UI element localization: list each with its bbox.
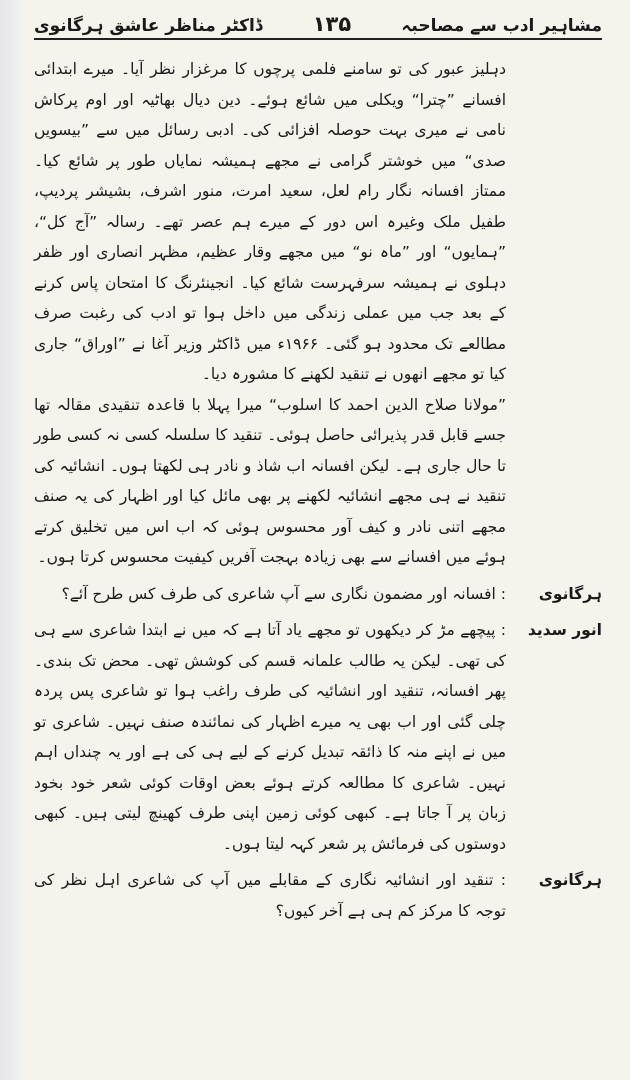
header-left-title: ڈاکٹر مناظر عاشق ہرگانوی (34, 16, 263, 36)
page-number: ۱۳۵ (312, 12, 352, 36)
paragraph-2: ”مولانا صلاح الدین احمد کا اسلوب“ میرا پہلا با قاعدہ تنقیدی مقالہ تھا جسے قابل قدر پذیرائی حاصل ہوئی۔ تنقید کا سلسلہ کسی نہ کسی طور تا حال جاری ہے۔ لیکن افسانہ اب شاذ و نادر ہی لکھتا ہوں۔ انشائیہ کی تنقید نے ہی مجھے انشائیہ لکھنے پر بھی مائل کیا اور اظہار کی یہ صنف مجھے اتنی نادر و کیف آور محسوس ہوئی کہ اب اس میں تخلیق کرتے ہوئے میں افسانے سے بھی زیادہ بہجت آفریں کیفیت محسوس کرتا ہوں۔ (34, 395, 506, 566)
running-header (34, 6, 602, 40)
dialogue-entry-question-1 (34, 579, 602, 610)
speaker-name: انور سدید (527, 621, 602, 639)
dialogue-entry-question-2 (34, 865, 602, 926)
page-edge-shadow (0, 0, 26, 1080)
dialogue-text: : افسانہ اور مضمون نگاری سے آپ شاعری کی طرف کس طرح آئے؟ (61, 584, 506, 603)
paragraph-1: دہلیز عبور کی تو سامنے فلمی پرچوں کا مرغزار نظر آیا۔ میرے ابتدائی افسانے ”چترا“ ویکلی میں شائع ہوئے۔ دین دیال بھاٹیہ اور اوم پرکاش نامی نے میری بہت حوصلہ افزائی کی۔ ادبی رسائل میں سے ”بیسویں صدی“ میں خوشتر گرامی نے مجھے ہمیشہ نمایاں طور پر شائع کیا۔ ممتاز افسانہ نگار رام لعل، سعید امرت، منور اشرف، بشیشر پردیپ، طفیل ملک وغیرہ اس دور کے میرے ہم عصر تھے۔ رسالہ ”آج کل“، ”ہمایوں“ اور ”ماہ نو“ میں مجھے وقار عظیم، مظہر انصاری اور ظفر دہلوی نے ہمیشہ سرفہرست شائع کیا۔ انجینئرنگ کا امتحان پاس کرنے کے بعد جب میں عملی زندگی میں داخل ہوا تو ادب کی رغبت صرف مطالعے تک محدود ہو گئی۔ ۱۹۶۶ء میں ڈاکٹر وزیر آغا نے ”اوراق“ جاری کیا تو مجھے انھوں نے تنقید لکھنے کا مشورہ دیا۔ (34, 60, 506, 383)
speaker-name: ہرگانوی (538, 584, 602, 603)
header-right-title: مشاہیر ادب سے مصاحبہ (401, 16, 602, 36)
dialogue-text: : پیچھے مڑ کر دیکھوں تو مجھے یاد آتا ہے کہ میں نے ابتدا شاعری سے ہی کی تھی۔ لیکن یہ طالب علمانہ قسم کی کوشش تھی۔ محض تک بندی۔ پھر افسانہ، تنقید اور انشائیہ کی طرف راغب ہوا تو شاعری پس پردہ چلی گئی اور اب بھی یہ میرے اظہار کی نمائندہ صنف نہیں۔ شاعری تو میں نے اپنے منہ کا ذائقہ تبدیل کرنے کے لیے ہی کی ہے اور یہ چنداں اہم نہیں۔ شاعری کا مطالعہ کرتے ہوئے بعض اوقات کوئی شعر خود بخود زبان پر آ جاتا ہے۔ کبھی کوئی زمین اپنی طرف کھینچ لیتی ہیں۔ کبھی دوستوں کی فرمائش پر شعر کہہ لیتا ہوں۔ (34, 621, 506, 853)
dialogue-text: : تنقید اور انشائیہ نگاری کے مقابلے میں آپ کی شاعری اہل نظر کی توجہ کا مرکز کم ہی ہے آخر کیوں؟ (34, 871, 506, 920)
page-body (34, 54, 602, 926)
speaker-name: ہرگانوی (538, 871, 602, 889)
dialogue-entry-answer-1 (34, 615, 602, 859)
